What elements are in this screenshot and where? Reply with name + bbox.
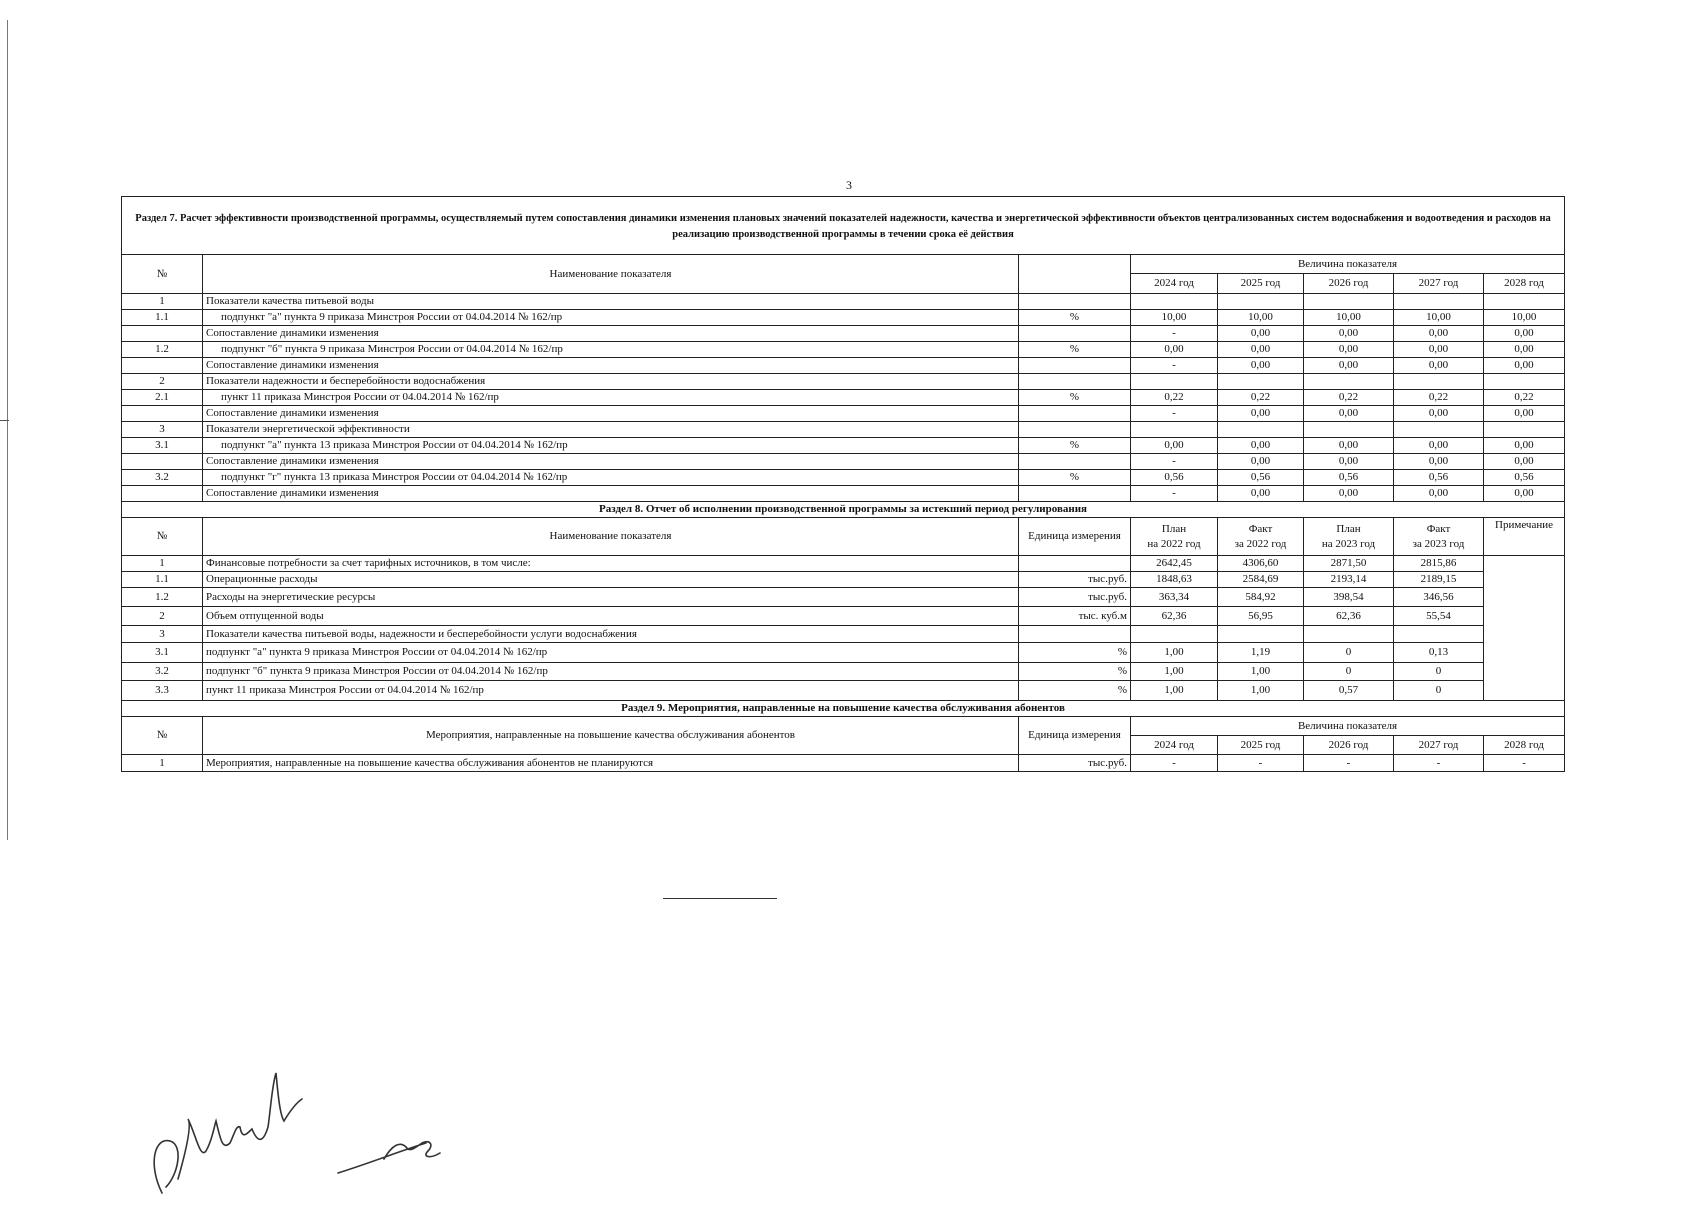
row-value: 0,00 <box>1218 486 1304 502</box>
row-number: 3 <box>122 626 203 643</box>
row-unit <box>1019 358 1131 374</box>
table-row <box>122 438 1565 454</box>
row-number: 3.1 <box>122 643 203 663</box>
row-value: 0,22 <box>1304 390 1394 406</box>
table-row <box>122 374 1565 390</box>
row-value: 0,22 <box>1131 390 1218 406</box>
row-value: 1,00 <box>1131 643 1218 663</box>
col-header-year: 2027 год <box>1394 736 1484 755</box>
col-header-year: 2025 год <box>1218 736 1304 755</box>
table-row <box>122 470 1565 486</box>
row-name: Сопоставление динамики изменения <box>203 406 1019 422</box>
section9-title: Раздел 9. Мероприятия, направленные на повышение качества обслуживания абонентов <box>122 701 1565 717</box>
row-value: 0,00 <box>1484 438 1565 454</box>
row-name: подпункт "а" пункта 13 приказа Минстроя России от 04.04.2014 № 162/пр <box>203 438 1019 454</box>
table-row <box>122 310 1565 326</box>
col-header-value: Величина показателя <box>1131 255 1565 274</box>
row-value: 10,00 <box>1394 310 1484 326</box>
row-value: - <box>1304 755 1394 772</box>
row-value: 0,00 <box>1304 406 1394 422</box>
table-row <box>122 755 1565 772</box>
row-value: 2871,50 <box>1304 556 1394 572</box>
row-value: 0,22 <box>1218 390 1304 406</box>
row-name: Сопоставление динамики изменения <box>203 358 1019 374</box>
row-value: 4306,60 <box>1218 556 1304 572</box>
col-header-name: Мероприятия, направленные на повышение качества обслуживания абонентов <box>203 717 1019 755</box>
row-value: 346,56 <box>1394 588 1484 607</box>
row-value: 2193,14 <box>1304 572 1394 588</box>
col-header-unit <box>1019 255 1131 294</box>
row-name: подпункт "а" пункта 9 приказа Минстроя России от 04.04.2014 № 162/пр <box>203 310 1019 326</box>
row-value: 0,00 <box>1394 438 1484 454</box>
col-header-period-year: на 2022 год <box>1147 537 1201 550</box>
row-name: Показатели энергетической эффективности <box>203 422 1019 438</box>
row-unit: % <box>1019 390 1131 406</box>
col-header-name: Наименование показателя <box>203 255 1019 294</box>
row-value: 1,00 <box>1131 663 1218 681</box>
row-name: Объем отпущенной воды <box>203 607 1019 626</box>
row-value <box>1484 374 1565 390</box>
row-number: 3.2 <box>122 663 203 681</box>
row-value <box>1131 294 1218 310</box>
table-row <box>122 572 1565 588</box>
col-header-year: 2024 год <box>1131 274 1218 294</box>
row-name: Показатели надежности и бесперебойности водоснабжения <box>203 374 1019 390</box>
row-value: 0,00 <box>1304 326 1394 342</box>
row-value: 0,56 <box>1131 470 1218 486</box>
table-row <box>122 294 1565 310</box>
row-unit <box>1019 422 1131 438</box>
row-number <box>122 454 203 470</box>
row-value <box>1218 374 1304 390</box>
row-number <box>122 326 203 342</box>
col-header-period <box>1131 518 1218 556</box>
row-value: 0,00 <box>1304 454 1394 470</box>
row-value <box>1304 374 1394 390</box>
row-unit: % <box>1019 681 1131 701</box>
document-body <box>121 196 1564 772</box>
row-unit <box>1019 486 1131 502</box>
row-unit: % <box>1019 342 1131 358</box>
row-value <box>1484 422 1565 438</box>
scan-edge-tick <box>0 420 9 421</box>
row-name: Расходы на энергетические ресурсы <box>203 588 1019 607</box>
col-header-period-year: за 2022 год <box>1234 537 1287 550</box>
row-value: 0,00 <box>1394 486 1484 502</box>
row-value: - <box>1131 406 1218 422</box>
table-row <box>122 390 1565 406</box>
row-name: Сопоставление динамики изменения <box>203 486 1019 502</box>
row-value: 0 <box>1304 643 1394 663</box>
row-value: - <box>1131 326 1218 342</box>
col-header-no: № <box>122 255 203 294</box>
row-value: 0,13 <box>1394 643 1484 663</box>
row-value: 0 <box>1394 681 1484 701</box>
table-row <box>122 626 1565 643</box>
row-value: - <box>1484 755 1565 772</box>
row-value: 0,22 <box>1484 390 1565 406</box>
table-row <box>122 643 1565 663</box>
col-header-period <box>1304 518 1394 556</box>
table-row <box>122 342 1565 358</box>
row-unit <box>1019 294 1131 310</box>
row-value: 0,00 <box>1304 342 1394 358</box>
row-value <box>1218 626 1304 643</box>
row-value: 0,00 <box>1218 438 1304 454</box>
row-name: подпункт "б" пункта 9 приказа Минстроя России от 04.04.2014 № 162/пр <box>203 342 1019 358</box>
row-unit: % <box>1019 310 1131 326</box>
row-value <box>1218 422 1304 438</box>
note-cell <box>1484 556 1565 701</box>
row-value: 0,00 <box>1484 486 1565 502</box>
table-row <box>122 663 1565 681</box>
row-unit <box>1019 454 1131 470</box>
col-header-unit: Единица измерения <box>1019 717 1131 755</box>
page-number: 3 <box>846 178 852 192</box>
row-value: 0,00 <box>1218 406 1304 422</box>
row-value <box>1131 422 1218 438</box>
row-name: Сопоставление динамики изменения <box>203 326 1019 342</box>
row-value: 0,00 <box>1484 326 1565 342</box>
row-value: 0,00 <box>1131 438 1218 454</box>
col-header-period-year: на 2023 год <box>1321 537 1376 550</box>
row-number <box>122 486 203 502</box>
row-value: 2189,15 <box>1394 572 1484 588</box>
row-value: 0,00 <box>1484 358 1565 374</box>
row-value: 0,00 <box>1484 406 1565 422</box>
row-number: 3.3 <box>122 681 203 701</box>
row-number: 1.1 <box>122 572 203 588</box>
table-row <box>122 556 1565 572</box>
row-value: 1,00 <box>1218 681 1304 701</box>
col-header-period-type: Факт <box>1426 522 1451 535</box>
row-name: Мероприятия, направленные на повышение качества обслуживания абонентов не планируются <box>203 755 1019 772</box>
row-value: 0 <box>1304 663 1394 681</box>
row-value <box>1304 294 1394 310</box>
row-value: 0,00 <box>1394 406 1484 422</box>
row-value: 0,00 <box>1394 342 1484 358</box>
row-number: 1 <box>122 556 203 572</box>
row-number <box>122 358 203 374</box>
row-number: 2 <box>122 607 203 626</box>
row-value <box>1304 626 1394 643</box>
row-value: - <box>1131 486 1218 502</box>
col-header-period-type: План <box>1336 522 1361 535</box>
row-number: 1.1 <box>122 310 203 326</box>
report-table <box>121 196 1565 772</box>
row-number: 2.1 <box>122 390 203 406</box>
row-number: 2 <box>122 374 203 390</box>
row-value: 0,56 <box>1218 470 1304 486</box>
row-unit: тыс.руб. <box>1019 755 1131 772</box>
table-row <box>122 358 1565 374</box>
row-value: - <box>1131 358 1218 374</box>
row-value: 584,92 <box>1218 588 1304 607</box>
col-header-year: 2028 год <box>1484 274 1565 294</box>
row-unit: тыс.руб. <box>1019 572 1131 588</box>
row-value: 0,00 <box>1218 342 1304 358</box>
row-value: 0,00 <box>1304 358 1394 374</box>
row-unit <box>1019 626 1131 643</box>
row-unit: тыс.руб. <box>1019 588 1131 607</box>
row-name: Показатели качества питьевой воды, надежности и бесперебойности услуги водоснабжения <box>203 626 1019 643</box>
row-value: - <box>1131 454 1218 470</box>
row-value: 0,00 <box>1484 342 1565 358</box>
row-value: 0,00 <box>1394 326 1484 342</box>
row-value: 0,00 <box>1131 342 1218 358</box>
col-header-no: № <box>122 518 203 556</box>
table-row <box>122 326 1565 342</box>
row-number: 3.2 <box>122 470 203 486</box>
row-value: 0,00 <box>1304 486 1394 502</box>
row-value: 10,00 <box>1131 310 1218 326</box>
table-row <box>122 422 1565 438</box>
row-value: 10,00 <box>1218 310 1304 326</box>
row-value: 1,00 <box>1131 681 1218 701</box>
row-name: Операционные расходы <box>203 572 1019 588</box>
col-header-year: 2026 год <box>1304 274 1394 294</box>
row-number: 1 <box>122 755 203 772</box>
col-header-period-type: Факт <box>1248 522 1273 535</box>
section7-title: Раздел 7. Расчет эффективности производственной программы, осуществляемый путем сопоставления динамики изменения плановых значений показателей надежности, качества и энергетической эффективности объектов централизованных систем водоснабжения и водоотведения и расходов на реализацию производственной программы в течении срока её действия <box>122 197 1565 255</box>
row-value: 10,00 <box>1304 310 1394 326</box>
row-unit: % <box>1019 643 1131 663</box>
row-value: 398,54 <box>1304 588 1394 607</box>
row-number: 3.1 <box>122 438 203 454</box>
row-value: 1848,63 <box>1131 572 1218 588</box>
row-unit <box>1019 556 1131 572</box>
col-header-year: 2026 год <box>1304 736 1394 755</box>
row-value: 0,00 <box>1304 438 1394 454</box>
row-unit <box>1019 374 1131 390</box>
row-unit <box>1019 406 1131 422</box>
row-name: Показатели качества питьевой воды <box>203 294 1019 310</box>
row-value: 10,00 <box>1484 310 1565 326</box>
col-header-year: 2027 год <box>1394 274 1484 294</box>
row-number: 1 <box>122 294 203 310</box>
row-value <box>1131 626 1218 643</box>
table-row <box>122 588 1565 607</box>
row-value: 0,56 <box>1304 470 1394 486</box>
row-value: 0,56 <box>1484 470 1565 486</box>
signature-rule <box>663 898 777 899</box>
table-row <box>122 486 1565 502</box>
col-header-year: 2024 год <box>1131 736 1218 755</box>
row-value: 0,00 <box>1218 326 1304 342</box>
row-value: 56,95 <box>1218 607 1304 626</box>
row-value <box>1394 374 1484 390</box>
row-name: пункт 11 приказа Минстроя России от 04.04.2014 № 162/пр <box>203 390 1019 406</box>
row-value: 55,54 <box>1394 607 1484 626</box>
row-value: 0,56 <box>1394 470 1484 486</box>
row-value: 2584,69 <box>1218 572 1304 588</box>
row-value: 62,36 <box>1131 607 1218 626</box>
row-value: 0,00 <box>1218 358 1304 374</box>
report-table-body <box>122 197 1565 772</box>
row-value <box>1304 422 1394 438</box>
scan-edge-line <box>7 20 8 840</box>
row-value: 0,00 <box>1484 454 1565 470</box>
row-number <box>122 406 203 422</box>
row-value: - <box>1131 755 1218 772</box>
row-value: 0,00 <box>1218 454 1304 470</box>
row-value: 1,19 <box>1218 643 1304 663</box>
row-value: 363,34 <box>1131 588 1218 607</box>
col-header-note: Примечание <box>1484 518 1565 556</box>
row-unit: % <box>1019 663 1131 681</box>
row-value: 0 <box>1394 663 1484 681</box>
row-value: 2815,86 <box>1394 556 1484 572</box>
row-name: Сопоставление динамики изменения <box>203 454 1019 470</box>
col-header-no: № <box>122 717 203 755</box>
col-header-year: 2028 год <box>1484 736 1565 755</box>
col-header-period <box>1394 518 1484 556</box>
col-header-period <box>1218 518 1304 556</box>
row-unit: тыс. куб.м <box>1019 607 1131 626</box>
col-header-period-year: за 2023 год <box>1412 537 1465 550</box>
row-value <box>1394 422 1484 438</box>
row-value <box>1394 626 1484 643</box>
row-value <box>1484 294 1565 310</box>
row-name: Финансовые потребности за счет тарифных источников, в том числе: <box>203 556 1019 572</box>
row-unit: % <box>1019 470 1131 486</box>
col-header-value: Величина показателя <box>1131 717 1565 736</box>
row-value: 0,00 <box>1394 358 1484 374</box>
row-name: пункт 11 приказа Минстроя России от 04.04.2014 № 162/пр <box>203 681 1019 701</box>
row-value <box>1131 374 1218 390</box>
section8-title: Раздел 8. Отчет об исполнении производственной программы за истекший период регулирования <box>122 502 1565 518</box>
row-unit: % <box>1019 438 1131 454</box>
row-unit <box>1019 326 1131 342</box>
col-header-unit: Единица измерения <box>1019 518 1131 556</box>
table-row <box>122 681 1565 701</box>
row-name: подпункт "г" пункта 13 приказа Минстроя России от 04.04.2014 № 162/пр <box>203 470 1019 486</box>
row-value: 0,00 <box>1394 454 1484 470</box>
row-value: - <box>1394 755 1484 772</box>
col-header-period-type: План <box>1161 522 1187 535</box>
row-value: 2642,45 <box>1131 556 1218 572</box>
col-header-year: 2025 год <box>1218 274 1304 294</box>
row-value: 0,57 <box>1304 681 1394 701</box>
row-name: подпункт "а" пункта 9 приказа Минстроя России от 04.04.2014 № 162/пр <box>203 643 1019 663</box>
row-value <box>1394 294 1484 310</box>
row-value: 0,22 <box>1394 390 1484 406</box>
row-value: - <box>1218 755 1304 772</box>
row-value <box>1218 294 1304 310</box>
handwritten-signature <box>130 1055 460 1205</box>
table-row <box>122 454 1565 470</box>
row-number: 3 <box>122 422 203 438</box>
row-number: 1.2 <box>122 342 203 358</box>
row-name: подпункт "б" пункта 9 приказа Минстроя России от 04.04.2014 № 162/пр <box>203 663 1019 681</box>
row-number: 1.2 <box>122 588 203 607</box>
table-row <box>122 607 1565 626</box>
row-value: 62,36 <box>1304 607 1394 626</box>
table-row <box>122 406 1565 422</box>
row-value: 1,00 <box>1218 663 1304 681</box>
col-header-name: Наименование показателя <box>203 518 1019 556</box>
